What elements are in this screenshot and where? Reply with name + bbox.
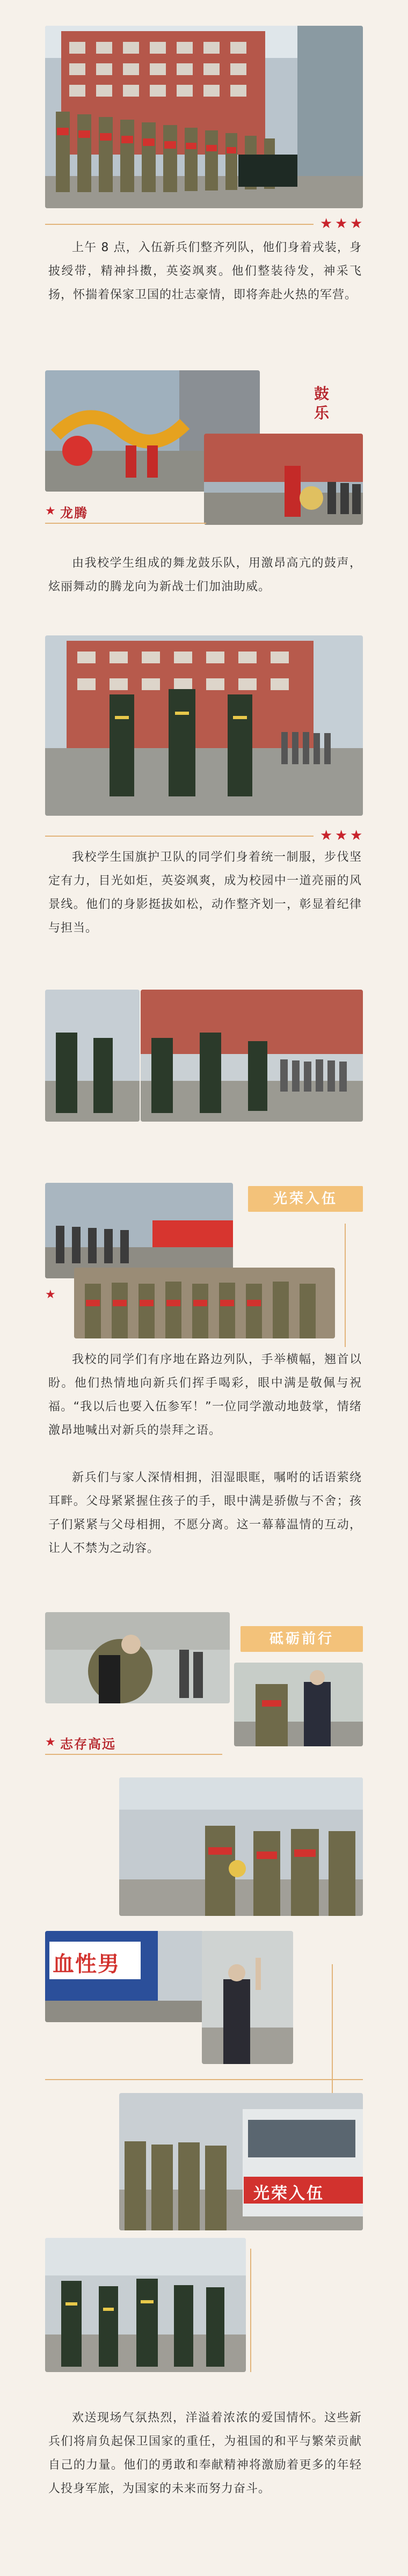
star-icon: ★ [320, 828, 333, 844]
dragon-label: 龙腾 [60, 506, 88, 521]
drum-label: 鼓乐 [314, 385, 329, 422]
star-icon: ★ [350, 216, 363, 232]
photo-flag-guards [45, 635, 363, 816]
photo-guards-marching-right [141, 990, 363, 1122]
star-icon: ★ [335, 828, 348, 844]
divider-rule [45, 836, 314, 837]
bus-side-text: 血性男 [53, 1952, 120, 1977]
photo-recruits-crowd [74, 1268, 335, 1338]
intro-paragraph: 上午 8 点，入伍新兵们整齐列队，他们身着戎装，身披绶带，精神抖擞，英姿飒爽。他们整装待发，神采飞扬，怀揣着保家卫国的壮志豪情，即将奔赴火热的军营。 [48, 241, 362, 302]
photo-guards-send-off [45, 2238, 246, 2372]
photo-guards-marching-left [45, 990, 140, 1122]
closing-paragraph: 欢送现场气氛热烈，洋溢着浓浓的爱国情怀。这些新兵们将肩负起保卫国家的重任，为祖国的和平与繁荣贡献自己的力量。他们的勇敢和奉献精神将激励着更多的年轻人投身军旅，为国家的未来而努力奋斗。 [48, 2411, 362, 2496]
bus-banner-text: 光荣入伍 [253, 2184, 324, 2203]
ambition-label: 志存高远 [60, 1737, 116, 1752]
family-paragraph: 新兵们与家人深情相拥，泪湿眼眶，嘱咐的话语萦绕耳畔。父母紧紧握住孩子的手，眼中满是骄傲与不舍；孩子们紧紧与父母相拥，不愿分离。这一幕幕温情的互动，让人不禁为之动容。 [48, 1471, 362, 1555]
photo-recruits-lineup [45, 26, 363, 208]
star-icon: ★ [320, 216, 333, 232]
photo-bus-side [45, 1931, 204, 2022]
star-icon: ★ [350, 828, 363, 844]
star-icon: ★ [45, 1736, 56, 1749]
star-icon: ★ [45, 1288, 56, 1301]
drum-paragraph: 由我校学生组成的舞龙鼓乐队，用激昂高亢的鼓声，炫丽舞动的腾龙向为新战士们加油助威。 [48, 557, 362, 594]
divider-vertical [250, 2249, 251, 2372]
star-icon: ★ [335, 216, 348, 232]
photo-bus-glory [119, 2093, 363, 2230]
crowd-paragraph: 我校的同学们有序地在路边列队，手举横幅，翘首以盼。他们热情地向新兵们挥手喝彩，眼中满是敬佩与祝福。“我以后也要入伍参军！”一位同学激动地鼓掌，情绪激昂地喊出对新兵的崇拜之语。 [48, 1353, 362, 1437]
photo-students-banner [45, 1183, 233, 1278]
photo-family-embrace [45, 1612, 230, 1703]
guard-paragraph: 我校学生国旗护卫队的同学们身着统一制服，步伐坚定有力，目光如炬，英姿飒爽，成为校园中一道亮丽的风景线。他们的身影挺拔如松，动作整齐划一，彰显着纪律与担当。 [48, 851, 362, 935]
divider-vertical [332, 1964, 333, 2093]
photo-recruits-flowers [119, 1777, 363, 1916]
photo-farewell-wave [202, 1931, 293, 2064]
temper-tag: 砥砺前行 [241, 1626, 363, 1652]
divider-rule [45, 224, 314, 225]
divider-vertical [345, 1224, 346, 1347]
photo-drum-band [204, 434, 363, 525]
photo-recruit-with-parents [234, 1663, 363, 1746]
glory-tag: 光荣入伍 [248, 1186, 363, 1212]
divider-rule [45, 1754, 222, 1755]
star-icon: ★ [45, 504, 56, 518]
divider-rule [45, 2079, 363, 2080]
divider-rule [45, 523, 206, 524]
